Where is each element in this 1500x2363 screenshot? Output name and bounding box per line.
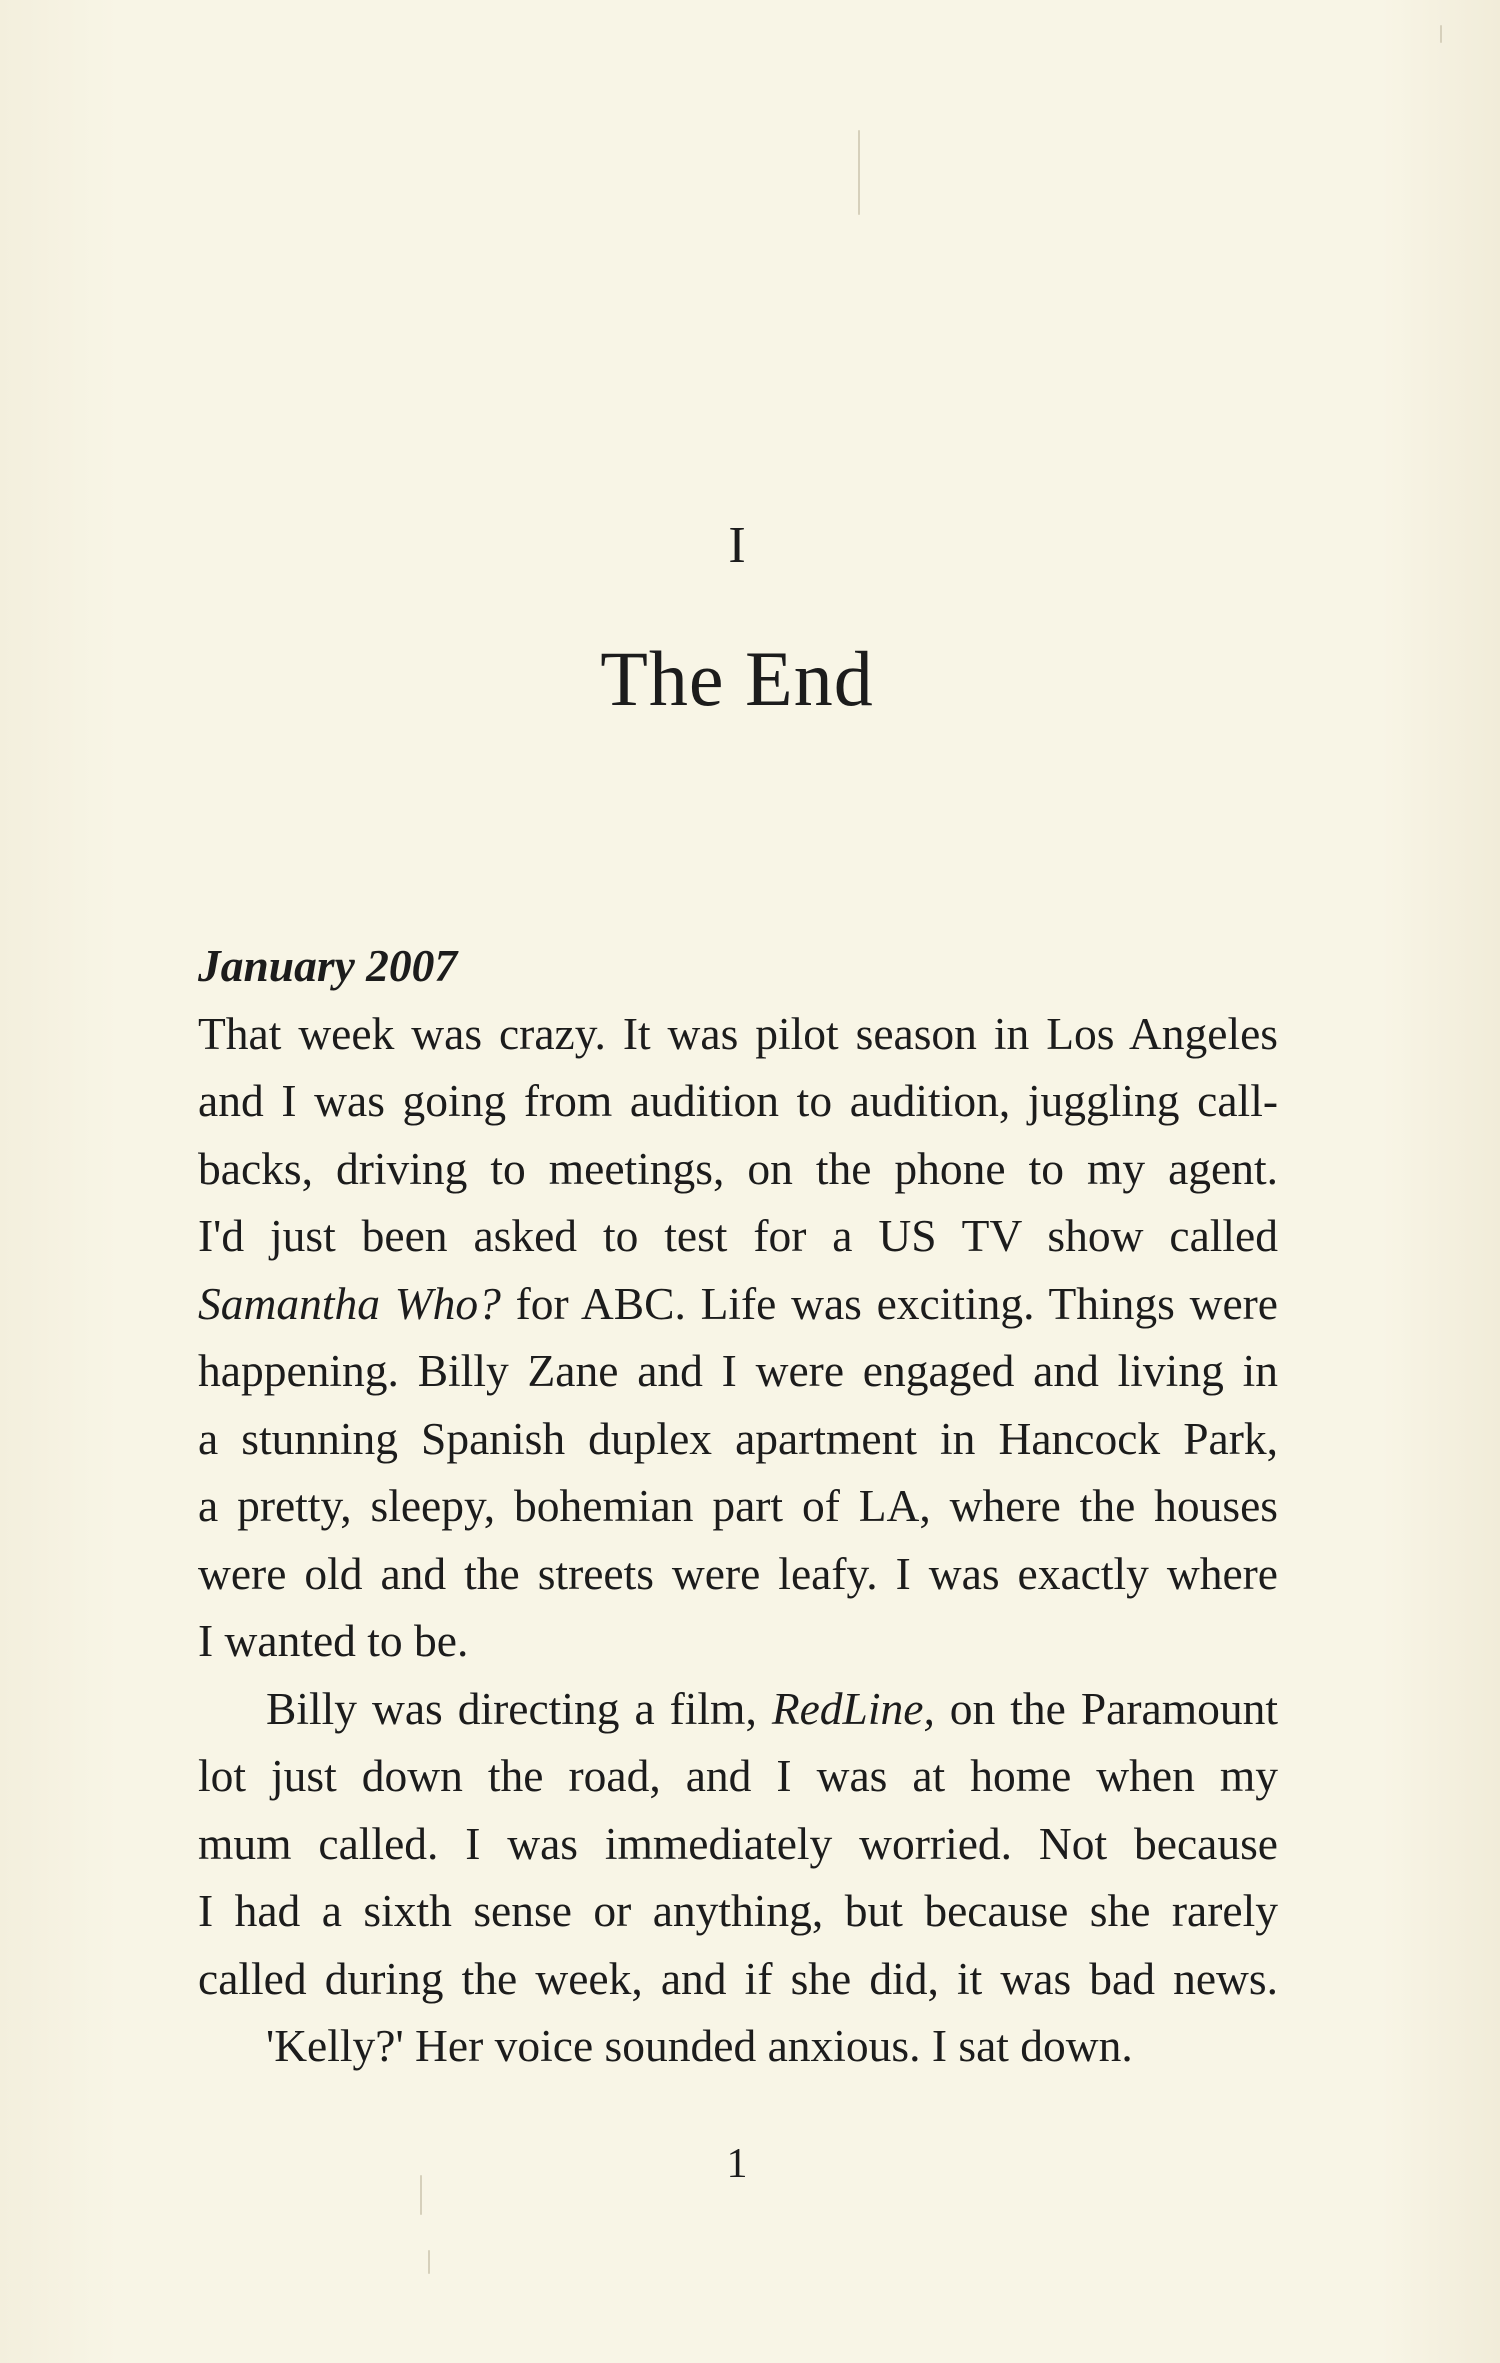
italic-title: RedLine, bbox=[771, 1682, 935, 1734]
text-line: called during the week, and if she did, it was bad news. bbox=[198, 1952, 1278, 2004]
paper-speck bbox=[428, 2250, 430, 2274]
text-line: were old and the streets were leafy. I was exactly where bbox=[198, 1547, 1278, 1599]
page-number: 1 bbox=[726, 2141, 748, 2187]
text-line: I had a sixth sense or anything, but because she rarely bbox=[198, 1885, 1278, 1936]
text-line: a pretty, sleepy, bohemian part of LA, where the houses bbox=[198, 1480, 1278, 1531]
text-line: That week was crazy. It was pilot season in Los Angeles bbox=[198, 1007, 1278, 1059]
chapter-title: The End bbox=[600, 635, 874, 722]
text-line: I wanted to be. bbox=[198, 1615, 469, 1666]
paper-speck bbox=[420, 2175, 422, 2215]
text-line: and I was going from audition to audition, juggling call- bbox=[198, 1075, 1278, 1126]
text-line: Samantha Who? for ABC. Life was exciting. Things were bbox=[198, 1277, 1278, 1329]
chapter-number: I bbox=[728, 517, 746, 574]
italic-title: Samantha Who? bbox=[198, 1277, 501, 1329]
text-line: lot just down the road, and I was at home when my bbox=[198, 1750, 1278, 1801]
text-line: mum called. I was immediately worried. Not because bbox=[198, 1817, 1278, 1869]
text-line: 'Kelly?' Her voice sounded anxious. I sat down. bbox=[266, 2020, 1133, 2071]
text-line: Billy was directing a film, RedLine, on the Paramount bbox=[266, 1682, 1278, 1734]
body-text bbox=[198, 932, 1278, 2080]
text-line: backs, driving to meetings, on the phone to my agent. bbox=[198, 1142, 1278, 1194]
paper-speck bbox=[858, 130, 860, 215]
text-line: happening. Billy Zane and I were engaged and living in bbox=[198, 1345, 1278, 1396]
text-line: I'd just been asked to test for a US TV show called bbox=[198, 1210, 1278, 1261]
paper-speck bbox=[1440, 25, 1442, 43]
text-line: a stunning Spanish duplex apartment in Hancock Park, bbox=[198, 1412, 1278, 1464]
text-lines bbox=[198, 1000, 1278, 2080]
dateline: January 2007 bbox=[198, 940, 458, 991]
